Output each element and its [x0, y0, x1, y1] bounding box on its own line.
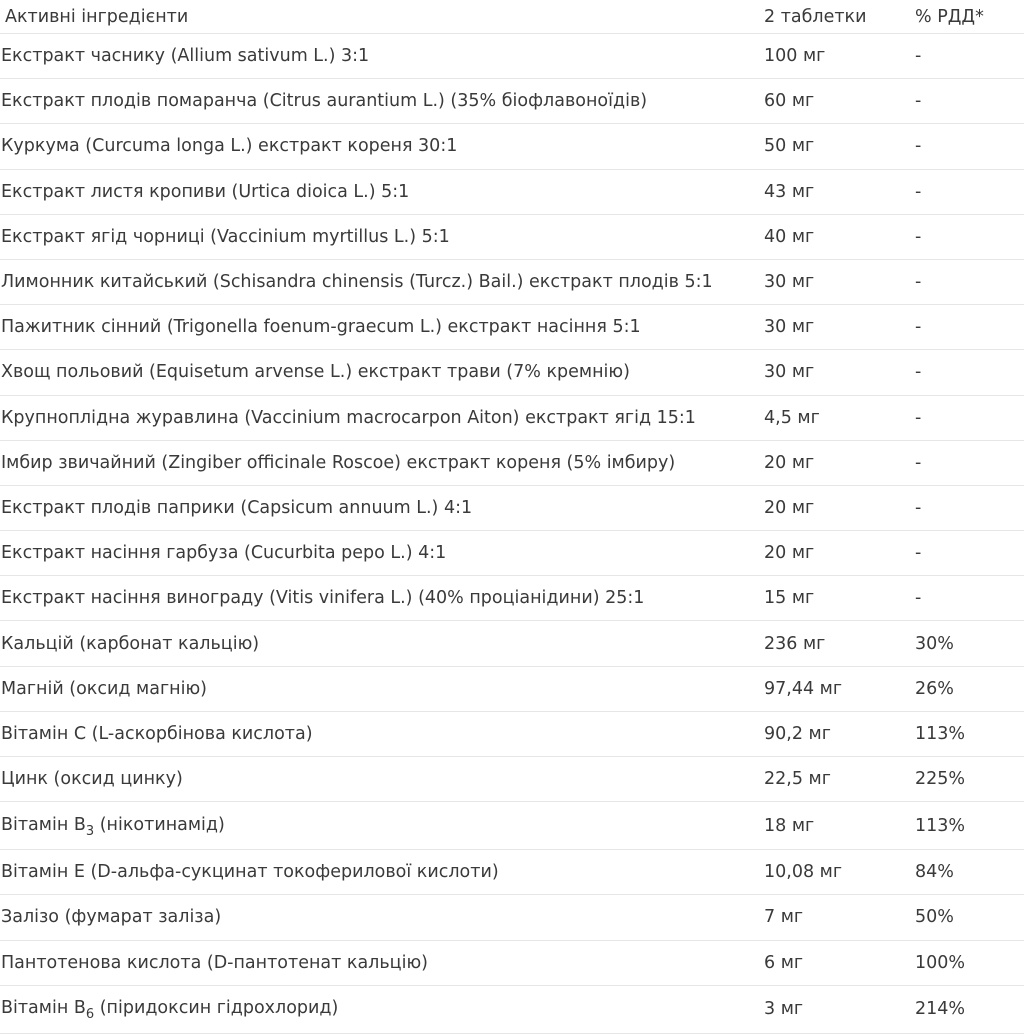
- ingredient-amount: 20 мг: [764, 543, 815, 564]
- ingredient-name: Кальцій (карбонат кальцію): [1, 633, 260, 654]
- ingredient-name: [0, 997, 764, 1021]
- table-row: [0, 621, 1024, 666]
- ingredient-rdd: 214%: [915, 999, 966, 1020]
- ingredient-rdd: -: [915, 91, 922, 112]
- table-row: [0, 895, 1024, 940]
- table-row: [0, 802, 1024, 850]
- table-row: [0, 215, 1024, 260]
- ingredient-name-main: Вітамін B: [1, 814, 86, 835]
- ingredient-name: Екстракт часнику (Allium sativum L.) 3:1: [1, 46, 370, 67]
- ingredient-amount: 22,5 мг: [764, 769, 831, 790]
- ingredient-amount: 30 мг: [764, 362, 815, 383]
- ingredient-amount: 15 мг: [764, 588, 815, 609]
- ingredient-rdd: 113%: [915, 815, 966, 836]
- header-ingredients: Активні інгредієнти: [5, 6, 189, 27]
- ingredient-rdd: -: [915, 497, 922, 518]
- table-row: [0, 667, 1024, 712]
- ingredient-name: Імбир звичайний (Zingiber officinale Roscoe) екстракт кореня (5% імбиру): [1, 452, 676, 473]
- ingredient-name: [0, 814, 764, 838]
- ingredient-name: Вітамін С (L-аскорбінова кислота): [1, 723, 313, 744]
- ingredient-rdd: -: [915, 588, 922, 609]
- ingredient-rdd: -: [915, 46, 922, 67]
- table-row: [0, 850, 1024, 895]
- ingredient-amount: 20 мг: [764, 452, 815, 473]
- ingredient-amount: 90,2 мг: [764, 723, 831, 744]
- ingredient-name: Магній (оксид магнію): [1, 678, 208, 699]
- ingredient-name: Крупноплідна журавлина (Vaccinium macrocarpon Aiton) екстракт ягід 15:1: [1, 407, 696, 428]
- ingredient-rdd: -: [915, 452, 922, 473]
- ingredient-amount: 4,5 мг: [764, 407, 820, 428]
- ingredient-amount: 30 мг: [764, 317, 815, 338]
- table-row: [0, 79, 1024, 124]
- ingredient-name: Пажитник сінний (Trigonella foenum-graecum L.) екстракт насіння 5:1: [1, 317, 641, 338]
- ingredient-rdd: -: [915, 407, 922, 428]
- ingredient-name: Хвощ польовий (Equisetum arvense L.) екстракт трави (7% кремнію): [1, 362, 630, 383]
- table-row: [0, 124, 1024, 169]
- ingredient-rdd: -: [915, 543, 922, 564]
- table-row: [0, 305, 1024, 350]
- ingredient-amount: 100 мг: [764, 46, 826, 67]
- table-header: [0, 0, 1024, 34]
- ingredient-rdd: -: [915, 181, 922, 202]
- ingredient-name: Куркума (Curcuma longa L.) екстракт кореня 30:1: [1, 136, 458, 157]
- ingredient-amount: 50 мг: [764, 136, 815, 157]
- ingredient-rdd: -: [915, 226, 922, 247]
- table-row: [0, 396, 1024, 441]
- ingredient-name-subscript: 6: [85, 1007, 95, 1022]
- ingredient-name: Залізо (фумарат заліза): [1, 907, 222, 928]
- ingredient-name-rest: (нікотинамід): [94, 814, 225, 835]
- ingredient-amount: 97,44 мг: [764, 678, 843, 699]
- ingredient-name: Лимонник китайський (Schisandra chinensis (Turcz.) Bail.) екстракт плодів 5:1: [1, 272, 713, 293]
- ingredient-name-subscript: 3: [85, 823, 95, 838]
- ingredient-name: Екстракт насіння гарбуза (Cucurbita pepo L.) 4:1: [1, 543, 447, 564]
- table-row: [0, 941, 1024, 986]
- table-row: [0, 34, 1024, 79]
- ingredient-rdd: 30%: [915, 633, 954, 654]
- table-row: [0, 260, 1024, 305]
- ingredient-name-main: Вітамін B: [1, 998, 86, 1019]
- table-row: [0, 441, 1024, 486]
- ingredient-amount: 60 мг: [764, 91, 815, 112]
- ingredient-rdd: -: [915, 272, 922, 293]
- ingredient-amount: 10,08 мг: [764, 862, 843, 883]
- ingredient-amount: 236 мг: [764, 633, 826, 654]
- ingredient-amount: 20 мг: [764, 497, 815, 518]
- table-row: [0, 350, 1024, 395]
- ingredient-rdd: -: [915, 317, 922, 338]
- ingredient-rdd: 100%: [915, 952, 966, 973]
- ingredient-name: Екстракт плодів помаранча (Citrus aurantium L.) (35% біофлавоноїдів): [1, 91, 648, 112]
- ingredient-amount: 3 мг: [764, 999, 804, 1020]
- ingredient-name: Екстракт ягід чорниці (Vaccinium myrtillus L.) 5:1: [1, 226, 450, 247]
- ingredient-amount: 30 мг: [764, 272, 815, 293]
- ingredient-amount: 40 мг: [764, 226, 815, 247]
- table-row: [0, 986, 1024, 1034]
- ingredient-name: Пантотенова кислота (D-пантотенат кальцію): [1, 952, 429, 973]
- ingredient-name: Екстракт плодів паприки (Capsicum annuum L.) 4:1: [1, 497, 473, 518]
- ingredient-name: Екстракт листя кропиви (Urtica dioica L.) 5:1: [1, 181, 410, 202]
- ingredient-name: Цинк (оксид цинку): [1, 769, 183, 790]
- ingredient-amount: 18 мг: [764, 815, 815, 836]
- ingredient-rdd: 113%: [915, 723, 966, 744]
- table-row: [0, 486, 1024, 531]
- table-row: [0, 170, 1024, 215]
- ingredient-rdd: 225%: [915, 769, 966, 790]
- table-row: [0, 712, 1024, 757]
- header-rdd: % РДД*: [915, 6, 984, 27]
- ingredient-name-rest: (піридоксин гідрохлорид): [94, 998, 339, 1019]
- ingredient-rdd: 50%: [915, 907, 954, 928]
- table-row: [0, 531, 1024, 576]
- ingredient-name: Екстракт насіння винограду (Vitis vinifera L.) (40% проціанідини) 25:1: [1, 588, 645, 609]
- ingredient-rdd: 26%: [915, 678, 954, 699]
- ingredient-rdd: -: [915, 136, 922, 157]
- ingredient-name: Вітамін Е (D-альфа-сукцинат токоферилової кислоти): [1, 862, 499, 883]
- table-row: [0, 757, 1024, 802]
- ingredient-rdd: -: [915, 362, 922, 383]
- table-row: [0, 576, 1024, 621]
- ingredient-amount: 7 мг: [764, 907, 804, 928]
- ingredient-amount: 6 мг: [764, 952, 804, 973]
- ingredient-amount: 43 мг: [764, 181, 815, 202]
- header-amount: 2 таблетки: [764, 6, 867, 27]
- ingredient-rdd: 84%: [915, 862, 954, 883]
